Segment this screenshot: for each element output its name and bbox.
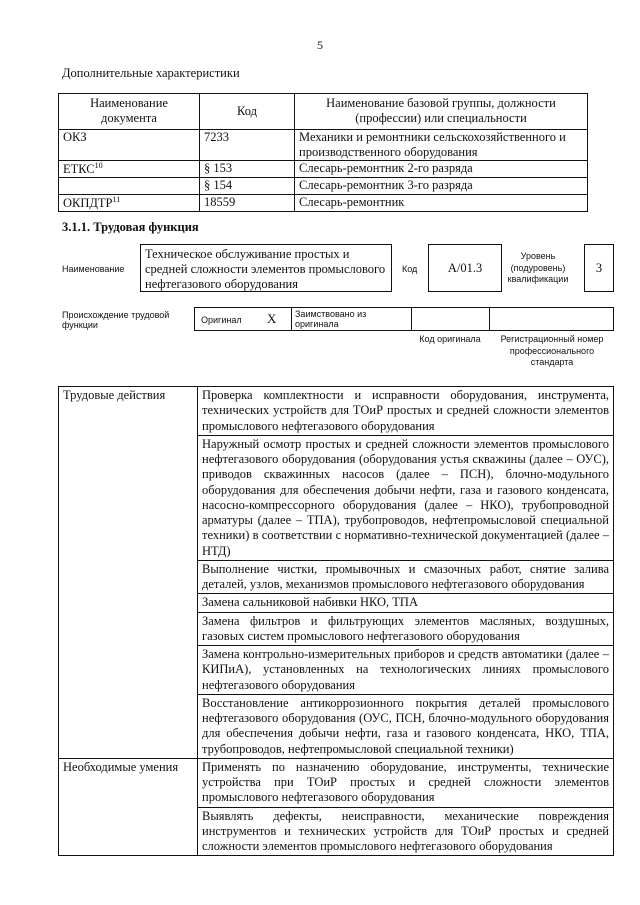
page-number: 5 xyxy=(317,38,323,52)
cell-doc xyxy=(59,178,200,194)
actions-label: Трудовые действия xyxy=(59,387,198,759)
action-item: Замена контрольно-измерительных приборов и средств автоматики (далее – КИПиА), установленных на технологических линиях промыслового нефтегазового оборудования xyxy=(198,646,614,695)
table-row xyxy=(59,387,614,436)
table-row xyxy=(59,194,588,211)
cell-doc xyxy=(59,129,200,161)
skills-label: Необходимые умения xyxy=(59,758,198,856)
cell-code: 7233 xyxy=(200,129,295,161)
additional-characteristics-table xyxy=(58,93,588,212)
doc-name: ОКПДТР xyxy=(63,195,113,210)
origin-label: Происхождение трудовой функции xyxy=(62,310,170,331)
function-name-box: Техническое обслуживание простых и средней сложности элементов промыслового нефтегазового оборудования xyxy=(140,244,392,292)
name-label: Наименование xyxy=(62,264,125,274)
action-item: Наружный осмотр простых и средней сложности элементов промыслового нефтегазового оборудования (оборудования устья скважины (далее – ОУС), приводов скважинных насосов (далее – ПСН), блочно-модульного оборудования для обеспечения добычи нефти, газа и газового конденсата, насосно-компрессорного оборудования (далее – НКО), трубопроводной арматуры (далее – ТПА), трубопроводов, нефтепромысловой специальной техники) в соответствии с нормативно-технической документацией (далее – НТД) xyxy=(198,435,614,560)
header-code: Код xyxy=(200,94,295,130)
cell-code: § 154 xyxy=(200,178,295,194)
function-code-box: А/01.3 xyxy=(428,244,502,292)
origin-row xyxy=(194,307,614,331)
cell-name: Слесарь-ремонтник 3-го разряда xyxy=(295,178,588,194)
code-original-caption: Код оригинала xyxy=(419,334,481,344)
divider xyxy=(291,308,292,330)
doc-name: ОКЗ xyxy=(63,129,87,144)
footnote-ref: 10 xyxy=(94,161,103,170)
code-label: Код xyxy=(402,264,418,274)
original-label: Оригинал xyxy=(201,315,242,325)
level-value-box: 3 xyxy=(584,244,614,292)
action-item: Выполнение чистки, промывочных и смазочных работ, снятие залива деталей, узлов, механизмов промыслового нефтегазового оборудования xyxy=(198,560,614,594)
header-doc: Наименование документа xyxy=(59,94,200,130)
labour-function-details-table xyxy=(58,386,614,856)
footnote-ref: 11 xyxy=(112,194,121,204)
original-mark: X xyxy=(267,311,277,326)
table-row xyxy=(59,161,588,178)
skill-item: Применять по назначению оборудование, инструменты, технические устройства при ТОиР простых и средней сложности элементов промыслового нефтегазового оборудования xyxy=(198,758,614,807)
function-heading: 3.1.1. Трудовая функция xyxy=(62,220,199,234)
table-row xyxy=(59,129,588,161)
header-name: Наименование базовой группы, должности (профессии) или специальности xyxy=(295,94,588,130)
action-item: Восстановление антикоррозионного покрытия деталей промыслового нефтегазового оборудования (ОУС, ПСН, блочно-модульного оборудования для обеспечения добычи нефти, газа и газового конденсата, НКО, ТПА, трубопроводов, нефтепромысловой специальной техники) xyxy=(198,694,614,758)
level-label: Уровень (подуровень) квалификации xyxy=(507,251,569,285)
cell-name: Слесарь-ремонтник xyxy=(295,194,588,211)
action-item: Проверка комплектности и исправности оборудования, инструмента, технических устройств для ТОиР простых и средней сложности элементов промыслового нефтегазового оборудования xyxy=(198,387,614,436)
table-row xyxy=(59,758,614,807)
cell-doc xyxy=(59,194,200,211)
action-item: Замена сальниковой набивки НКО, ТПА xyxy=(198,594,614,612)
skill-item: Выявлять дефекты, неисправности, механические повреждения инструментов и технических устройств для ТОиР простых и средней сложности элементов промыслового нефтегазового оборудования xyxy=(198,807,614,856)
divider xyxy=(489,308,490,330)
reg-number-caption: Регистрационный номер профессионального стандарта xyxy=(500,334,604,368)
table-header-row xyxy=(59,94,588,130)
action-item: Замена фильтров и фильтрующих элементов масляных, воздушных, газовых систем промыслового нефтегазового оборудования xyxy=(198,612,614,646)
table-row xyxy=(59,178,588,194)
cell-code: § 153 xyxy=(200,161,295,178)
additional-characteristics-heading: Дополнительные характеристики xyxy=(62,66,240,80)
doc-name: ЕТКС xyxy=(63,162,95,177)
cell-name: Механики и ремонтники сельскохозяйственного и производственного оборудования xyxy=(295,129,588,161)
cell-doc xyxy=(59,161,200,178)
divider xyxy=(411,308,412,330)
cell-name: Слесарь-ремонтник 2-го разряда xyxy=(295,161,588,178)
cell-code: 18559 xyxy=(200,194,295,211)
borrowed-label: Заимствовано из оригинала xyxy=(295,309,367,330)
